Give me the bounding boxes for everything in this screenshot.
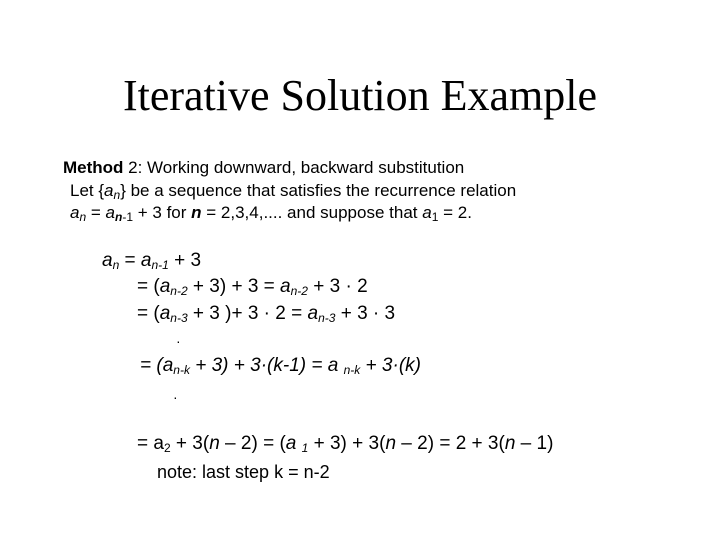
- step1-bsub: n-1: [151, 258, 169, 272]
- rec-sub-1: 1: [431, 210, 439, 224]
- sequence-var: a: [104, 181, 114, 200]
- step4-bsub: n-k: [343, 363, 361, 377]
- step1-eq: =: [119, 250, 141, 271]
- rec-sub-n2: n: [115, 210, 123, 224]
- step2-t1: = (: [137, 276, 160, 297]
- slide-title: Iterative Solution Example: [122, 71, 598, 120]
- sequence-text-post: } be a sequence that satisfies the recurrence relation: [120, 181, 517, 200]
- recurrence-line: [70, 202, 472, 224]
- rec-var-an1: a: [105, 203, 115, 222]
- step3-b: a: [307, 303, 319, 324]
- step4-t1: = (: [140, 355, 163, 376]
- step-5: [137, 432, 553, 456]
- step5-asub: 2: [163, 441, 171, 455]
- note-line: note: last step k = n-2: [157, 462, 330, 482]
- step-3: [137, 302, 395, 326]
- step4-asub: n-k: [173, 363, 190, 377]
- step2-t3: + 3 · 2: [307, 276, 368, 297]
- step4-t3: + 3·(k): [360, 355, 421, 376]
- step5-bsub: 1: [301, 441, 309, 455]
- ellipsis-dot-bottom: ·: [173, 389, 178, 405]
- step5-t4: + 3) + 3(: [308, 433, 386, 454]
- step2-bsub: n-2: [290, 284, 308, 298]
- step2-b: a: [280, 276, 291, 297]
- step5-n3: n: [504, 433, 516, 454]
- step5-t1: = a: [137, 433, 164, 454]
- rec-plus: + 3 for: [133, 203, 192, 222]
- step5-t2: + 3(: [170, 433, 210, 454]
- rec-range: = 2,3,4,.... and suppose that: [201, 203, 423, 222]
- rec-var-an: a: [70, 203, 80, 222]
- rec-var-a1: a: [422, 203, 432, 222]
- method-label: Method: [63, 158, 124, 177]
- step-1: [102, 249, 201, 273]
- method-line: [63, 157, 464, 179]
- step1-rest: + 3: [168, 250, 202, 271]
- step2-asub: n-2: [170, 284, 188, 298]
- sequence-text-pre: Let {: [70, 181, 105, 200]
- step1-sub: n: [112, 258, 120, 272]
- step2-t2: + 3) + 3 =: [187, 276, 281, 297]
- step-4: [140, 354, 421, 378]
- step-2: [137, 275, 368, 299]
- step5-t3: – 2) = (: [219, 433, 286, 454]
- step5-t6: – 1): [515, 433, 554, 454]
- step4-t2: + 3) + 3·(k-1) =: [189, 355, 328, 376]
- sequence-sub: n: [113, 188, 121, 202]
- rec-end: = 2.: [438, 203, 472, 222]
- step2-a: a: [159, 276, 171, 297]
- rec-sub-minus1: -1: [122, 210, 134, 224]
- method-description: 2: Working downward, backward substitution: [123, 158, 465, 177]
- step1-b: a: [140, 250, 152, 271]
- sequence-line: [70, 180, 516, 202]
- step4-b: a: [327, 355, 344, 376]
- step5-n1: n: [209, 433, 220, 454]
- step1-a: a: [102, 250, 113, 271]
- step3-t2: + 3 )+ 3 · 2 =: [187, 303, 308, 324]
- step3-t3: + 3 · 3: [335, 303, 396, 324]
- step5-t5: – 2) = 2 + 3(: [396, 433, 505, 454]
- step3-t1: = (: [137, 303, 160, 324]
- rec-equals: =: [86, 203, 106, 222]
- step3-a: a: [159, 303, 171, 324]
- step5-n2: n: [385, 433, 397, 454]
- step4-a: a: [162, 355, 174, 376]
- rec-sub-n: n: [79, 210, 87, 224]
- step3-asub: n-3: [170, 311, 188, 325]
- step5-b: a: [285, 433, 302, 454]
- ellipsis-dot-top: ·: [176, 333, 181, 349]
- step3-bsub: n-3: [318, 311, 336, 325]
- rec-n: n: [191, 203, 202, 222]
